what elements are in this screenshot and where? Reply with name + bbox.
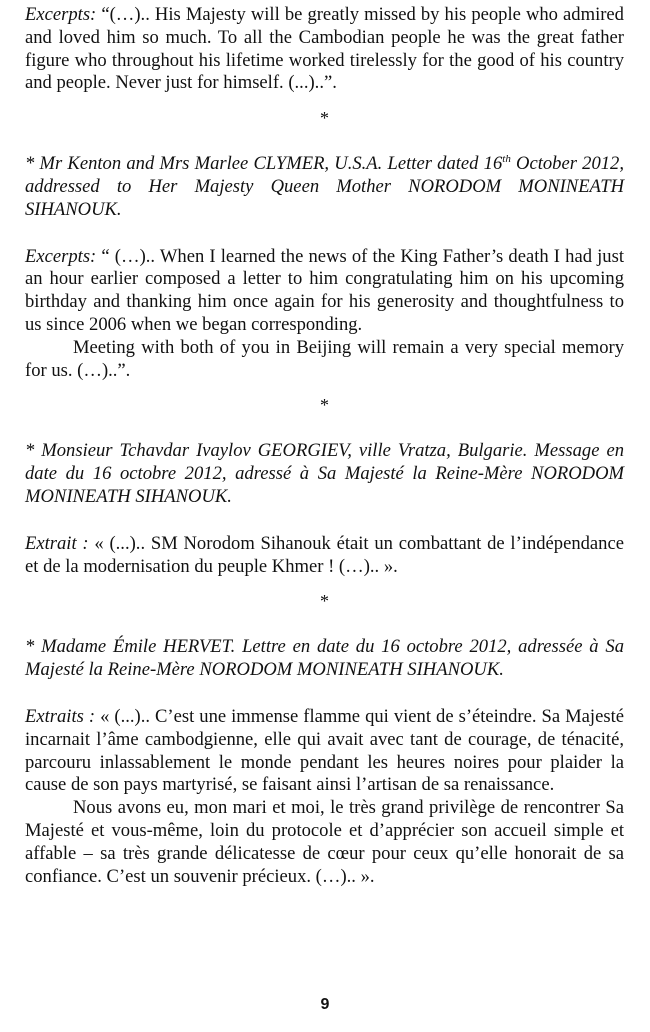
excerpt-label: Extrait : <box>25 532 89 554</box>
letter-header-georgiev: * Monsieur Tchavdar Ivaylov GEORGIEV, ville Vratza, Bulgarie. Message en date du 16 octobre 2012, adressé à Sa Majesté la Reine-Mère NORODOM MONINEATH SIHANOUK. <box>25 440 624 507</box>
document-page <box>25 4 624 888</box>
excerpt-label: Excerpts: <box>25 4 97 25</box>
section-separator: * <box>320 395 329 416</box>
section-separator: * <box>320 108 329 129</box>
letter-header-hervet: * Madame Émile HERVET. Lettre en date du 16 octobre 2012, adressée à Sa Majesté la Reine-Mère NORODOM MONINEATH SIHANOUK. <box>25 636 624 681</box>
section-separator: * <box>320 591 329 612</box>
excerpt-text: « (...).. SM Norodom Sihanouk était un combattant de l’indépendance et de la modernisation du peuple Khmer ! (…).. ». <box>25 532 624 577</box>
excerpt-text: “(…).. His Majesty will be greatly missed by his people who admired and loved him so much. To all the Cambodian people he was the great father figure who throughout his lifetime worked tirelessly for the good of his country and people. Never just for himself. (...)..”. <box>25 4 624 94</box>
excerpt-paragraph: Meeting with both of you in Beijing will remain a very special memory for us. (…)..”. <box>25 336 624 381</box>
excerpt-paragraph <box>25 4 624 95</box>
page-number: 9 <box>320 996 330 1013</box>
excerpt-label: Excerpts: <box>25 245 97 267</box>
excerpt-paragraph <box>25 706 624 797</box>
excerpt-text: “ (…).. When I learned the news of the King Father’s death I had just an hour earlier composed a letter to him congratulating him on his upcoming birthday and thanking him once again for his generosity and thoughtfulness to us since 2006 when we began corresponding. <box>25 245 624 335</box>
excerpt-label: Extraits : <box>25 705 96 727</box>
excerpt-paragraph <box>25 533 624 579</box>
excerpt-paragraph <box>25 246 624 337</box>
excerpt-text: « (...).. C’est une immense flamme qui vient de s’éteindre. Sa Majesté incarnait l’âme cambodgienne, elle qui avait avec tant de courage, de ténacité, parcouru inlassablement le monde pendant les heures noires pour plaider la cause de son pays martyrisé, se faisant ainsi l’artisan de sa renaissance. <box>25 705 624 796</box>
letter-header-clymer: * Mr Kenton and Mrs Marlee CLYMER, U.S.A. Letter dated 16th October 2012, addressed to Her Majesty Queen Mother NORODOM MONINEATH SIHANOUK. <box>25 153 625 220</box>
excerpt-paragraph: Nous avons eu, mon mari et moi, le très grand privilège de rencontrer Sa Majesté et vous-même, loin du protocole et d’apprécier son accueil simple et affable – sa très grande délicatesse de cœur pour ceux qu’elle honorait de sa confiance. C’est un souvenir précieux. (…).. ». <box>25 797 624 887</box>
